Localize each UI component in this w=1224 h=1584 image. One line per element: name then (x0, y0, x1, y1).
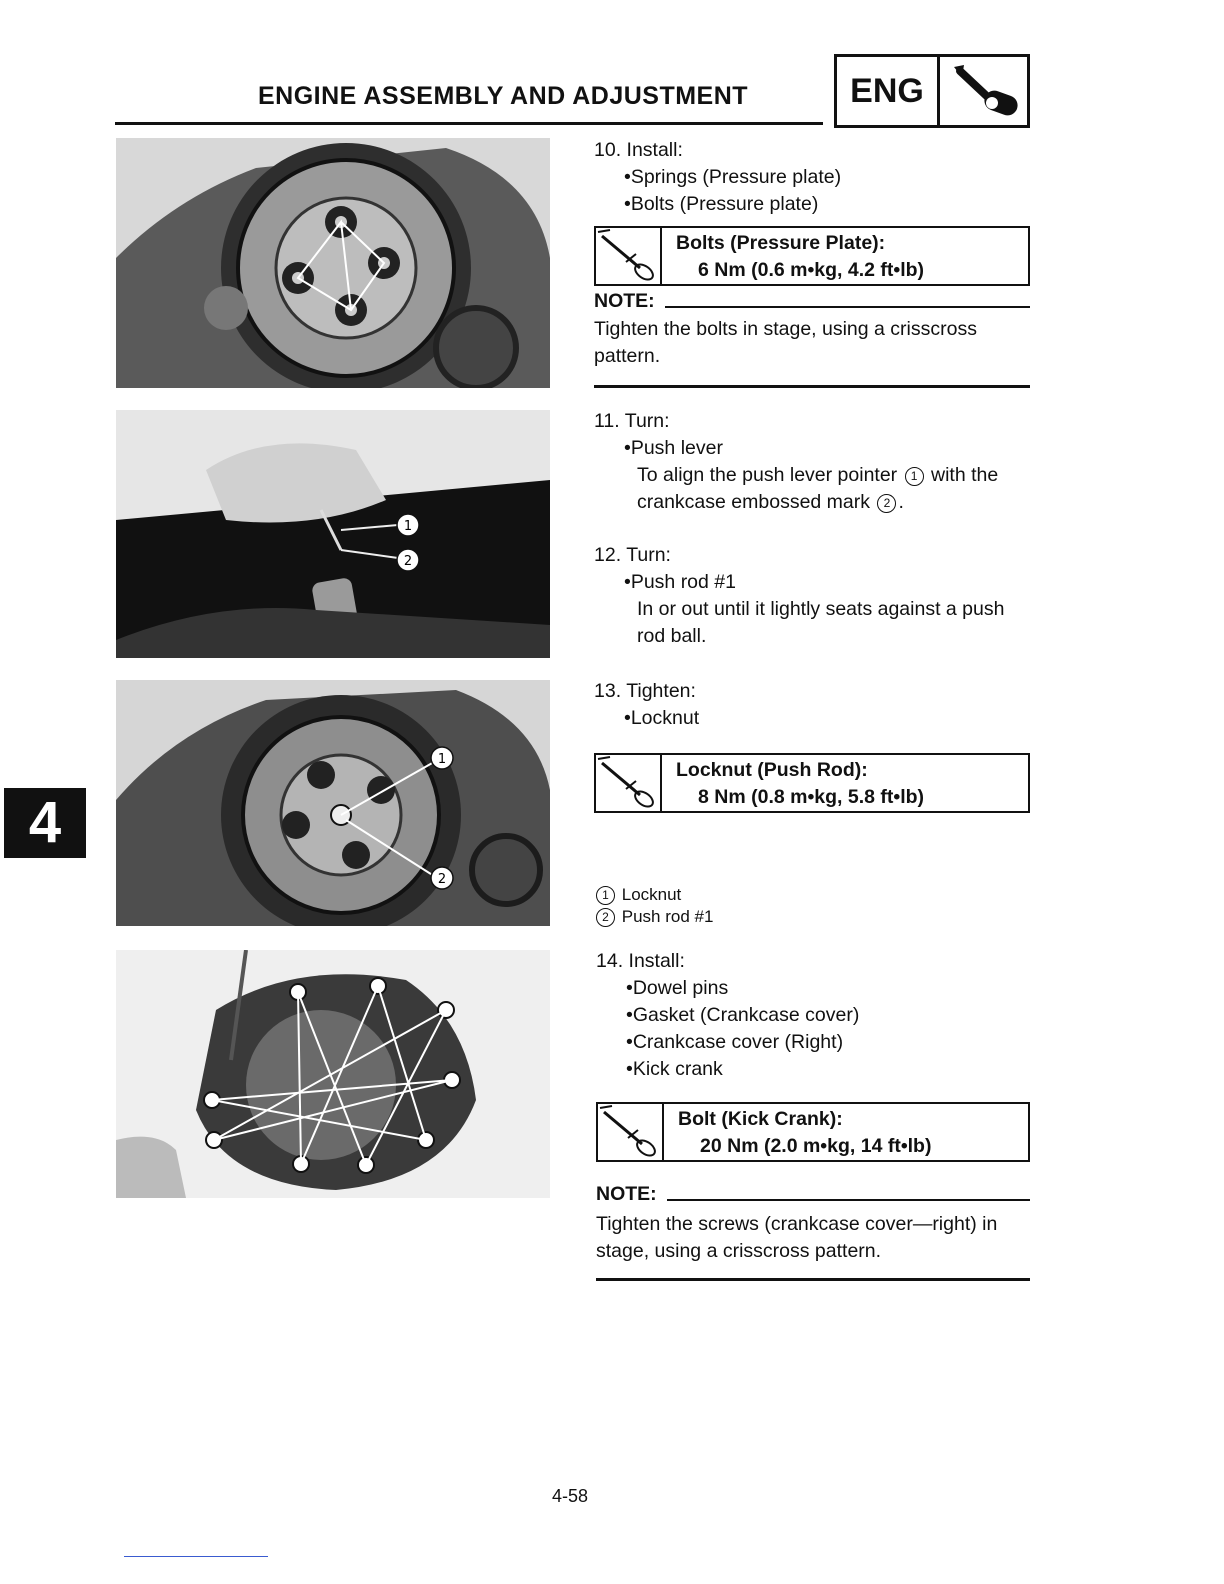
footer-rule (124, 1556, 268, 1557)
note-rule (665, 306, 1030, 308)
step-number: 13. (594, 680, 622, 702)
list-item: •Dowel pins (626, 977, 729, 999)
torque-spec-box (594, 753, 1030, 813)
note-text: Tighten the screws (crankcase cover—right) in (596, 1213, 998, 1235)
detail-text: crankcase embossed mark (637, 491, 871, 513)
step-detail: rod ball. (637, 625, 707, 647)
callout-1: 1 (437, 752, 447, 767)
note-2 (596, 1183, 1030, 1265)
section-rule (596, 1278, 1030, 1281)
legend-text: Push rod #1 (621, 907, 714, 926)
torque-wrench-icon (596, 228, 662, 284)
photo-crankcase-cover (116, 950, 550, 1198)
photo-push-lever (116, 410, 550, 658)
note-label: NOTE: (594, 290, 655, 312)
detail-text: with the (931, 464, 999, 486)
step-detail (594, 462, 1034, 489)
list-item: •Push rod #1 (624, 571, 736, 593)
step-number: 14. (596, 950, 624, 972)
photo-locknut (116, 680, 550, 926)
step-11 (594, 408, 1034, 516)
step-number: 12. (594, 544, 622, 566)
page-number: 4-58 (552, 1486, 589, 1506)
section-badge-label: ENG (837, 57, 940, 125)
note-rule (667, 1199, 1030, 1201)
step-10 (594, 137, 1034, 218)
callout-2: 2 (437, 872, 447, 887)
note-text: pattern. (594, 345, 661, 367)
step-detail (594, 489, 1034, 516)
list-item: •Bolts (Pressure plate) (624, 193, 819, 215)
list-item: •Springs (Pressure plate) (624, 166, 842, 188)
list-item: •Crankcase cover (Right) (626, 1031, 844, 1053)
note-label: NOTE: (596, 1183, 657, 1205)
section-badge (834, 54, 1030, 128)
header-rule (115, 122, 823, 125)
section-rule (594, 385, 1030, 388)
spec-value: 20 Nm (2.0 m•kg, 14 ft•lb) (700, 1135, 932, 1157)
legend (594, 884, 713, 928)
legend-item (594, 884, 713, 906)
detail-text: . (898, 491, 904, 513)
step-action: Turn: (624, 410, 670, 432)
spec-value: 8 Nm (0.8 m•kg, 5.8 ft•lb) (698, 786, 925, 808)
tools-icon (940, 57, 1027, 125)
note-text: stage, using a crisscross pattern. (596, 1240, 882, 1262)
marker-1: 1 (596, 886, 615, 905)
step-action: Install: (628, 950, 685, 972)
note-text: Tighten the bolts in stage, using a crisscross (594, 318, 977, 340)
chapter-tab: 4 (4, 788, 86, 858)
list-item: •Gasket (Crankcase cover) (626, 1004, 860, 1026)
list-item: •Kick crank (626, 1058, 723, 1080)
callout-2: 2 (403, 554, 413, 569)
spec-title: Locknut (Push Rod): (676, 759, 868, 781)
step-13 (594, 678, 1034, 732)
torque-spec-box (594, 226, 1030, 286)
page-title: ENGINE ASSEMBLY AND ADJUSTMENT (258, 82, 749, 110)
detail-text: To align the push lever pointer (637, 464, 898, 486)
note-1 (594, 290, 1030, 370)
photo-pressure-plate (116, 138, 550, 388)
step-14 (596, 948, 1036, 1083)
spec-title: Bolt (Kick Crank): (678, 1108, 843, 1130)
list-item: •Push lever (624, 437, 723, 459)
step-action: Tighten: (626, 680, 696, 702)
torque-spec-box (596, 1102, 1030, 1162)
step-detail: In or out until it lightly seats against a push (637, 598, 1005, 620)
spec-value: 6 Nm (0.6 m•kg, 4.2 ft•lb) (698, 259, 925, 281)
callout-1: 1 (403, 519, 413, 534)
step-12 (594, 542, 1034, 650)
step-action: Turn: (626, 544, 671, 566)
step-number: 10. (594, 139, 622, 161)
list-item: •Locknut (624, 707, 700, 729)
torque-wrench-icon (598, 1104, 664, 1160)
spec-title: Bolts (Pressure Plate): (676, 232, 886, 254)
marker-1: 1 (905, 467, 924, 486)
torque-wrench-icon (596, 755, 662, 811)
legend-item (594, 906, 713, 928)
legend-text: Locknut (621, 885, 682, 904)
marker-2: 2 (596, 908, 615, 927)
step-number: 11. (594, 410, 620, 432)
step-action: Install: (626, 139, 683, 161)
marker-2: 2 (877, 494, 896, 513)
